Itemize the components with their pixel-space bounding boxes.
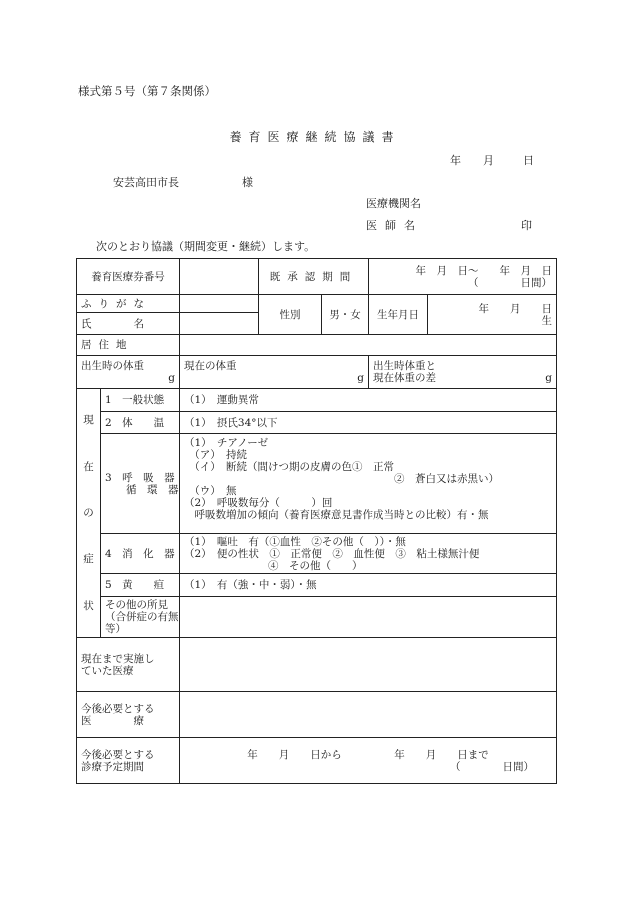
birthdate-suffix: 生 — [541, 314, 553, 327]
future-treatment-label-1: 今後必要とする — [81, 702, 155, 715]
approval-period-label: 既承認期間 — [259, 259, 369, 295]
general-condition-label: 1 一般状態 — [101, 389, 180, 412]
address-field[interactable] — [180, 335, 557, 356]
other-findings-field[interactable] — [180, 597, 557, 638]
other-findings-label: その他の所見 （合併症の有無 等） — [101, 597, 180, 638]
future-treatment-label — [77, 692, 180, 738]
jaundice-content[interactable]: （1） 有（強・中・弱）・無 — [180, 574, 557, 597]
symptoms-char-3: の — [83, 506, 94, 519]
respiratory-circulatory-content[interactable]: （1） チアノーゼ （ア） 持続 （イ） 断続（間けつ期の皮膚の色① 正常 ② 蒼白又は赤黒い） （ウ） 無 （2） 呼吸数毎分（ ）回 呼吸数増加の傾向（養育医療意見書作成当時との比較）有・無 — [180, 434, 557, 534]
address-label: 居住地 — [77, 335, 180, 356]
digestive-content[interactable]: （1） 嘔吐 有（①血性 ②その他（ ））・無 （2） 便の性状 ① 正常便 ② 血性便 ③ 粘土様無汁便 ④ その他（ ） — [180, 534, 557, 574]
sex-options[interactable]: 男・女 — [322, 295, 369, 335]
document-title: 養育医療継続協議書 — [229, 130, 401, 144]
birth-weight-cell[interactable] — [77, 356, 180, 389]
treatment-so-far-label: 現在まで実施し ていた医療 — [77, 638, 180, 692]
future-period-label-2: 診療予定期間 — [81, 760, 144, 773]
current-weight-label: 現在の体重 — [184, 360, 237, 372]
birth-weight-label: 出生時の体重 — [81, 360, 144, 372]
current-symptoms-group-label — [77, 389, 101, 638]
respiratory-label: 3 呼 吸 器 — [105, 471, 175, 484]
date-day: 日 — [523, 154, 534, 167]
treatment-so-far-field[interactable] — [180, 638, 557, 692]
approval-period-days: （ 日間） — [468, 276, 553, 289]
respiratory-circulatory-label — [101, 434, 180, 534]
birthdate-label: 生年月日 — [369, 295, 428, 335]
symptoms-char-1: 現 — [83, 414, 94, 427]
furigana-field[interactable] — [180, 295, 259, 313]
temperature-content[interactable]: （1） 摂氏34°以下 — [180, 412, 557, 434]
jaundice-label: 5 黄 疸 — [101, 574, 180, 597]
temperature-label: 2 体 温 — [101, 412, 180, 434]
future-period-field[interactable] — [180, 738, 557, 784]
symptoms-char-5: 状 — [83, 599, 94, 612]
current-weight-unit: g — [357, 372, 365, 384]
recipient-name: 安芸高田市長 — [113, 176, 179, 189]
birthdate-field[interactable] — [428, 295, 557, 335]
digestive-label: 4 消 化 器 — [101, 534, 180, 574]
date-year: 年 — [450, 154, 461, 167]
date-month: 月 — [483, 154, 494, 167]
future-period-label — [77, 738, 180, 784]
future-period-label-1: 今後必要とする — [81, 748, 155, 761]
circulatory-label: 循 環 器 — [105, 483, 179, 496]
ticket-number-label: 養育医療券番号 — [77, 259, 180, 295]
recipient-line — [113, 174, 253, 190]
weight-diff-unit: g — [545, 372, 553, 384]
seal-mark: 印 — [521, 219, 532, 232]
furigana-label: ふりがな — [77, 295, 180, 313]
weight-diff-label-1: 出生時体重と — [373, 360, 437, 372]
recipient-suffix: 様 — [242, 176, 253, 189]
name-label: 氏 名 — [77, 313, 180, 335]
symptoms-char-2: 在 — [83, 460, 94, 473]
intro-text: 次のとおり協議（期間変更・継続）します。 — [96, 240, 316, 253]
weight-diff-cell[interactable] — [369, 356, 557, 389]
future-treatment-label-2: 医 療 — [81, 714, 144, 727]
name-field[interactable] — [180, 313, 259, 335]
general-condition-content[interactable]: （1） 運動異常 — [180, 389, 557, 412]
future-period-days: （ 日間） — [450, 760, 535, 773]
consultation-form-table — [76, 258, 557, 784]
institution-label: 医療機関名 — [366, 197, 421, 210]
symptoms-char-4: 症 — [83, 553, 94, 566]
approval-period-dates: 年 月 日～ 年 月 日 — [415, 264, 553, 277]
sex-label: 性別 — [259, 295, 322, 335]
approval-period-field[interactable] — [369, 259, 557, 295]
ticket-number-field[interactable] — [180, 259, 259, 295]
doctor-label: 医師名 — [366, 219, 423, 232]
future-period-dates: 年 月 日から 年 月 日まで — [247, 748, 489, 761]
birth-weight-unit: g — [168, 372, 175, 384]
future-treatment-field[interactable] — [180, 692, 557, 738]
form-number: 様式第５号（第７条関係） — [78, 84, 216, 98]
birthdate-format: 年 月 日 — [478, 302, 553, 315]
current-weight-cell[interactable] — [180, 356, 369, 389]
weight-diff-label-2: 現在体重の差 — [373, 372, 437, 384]
